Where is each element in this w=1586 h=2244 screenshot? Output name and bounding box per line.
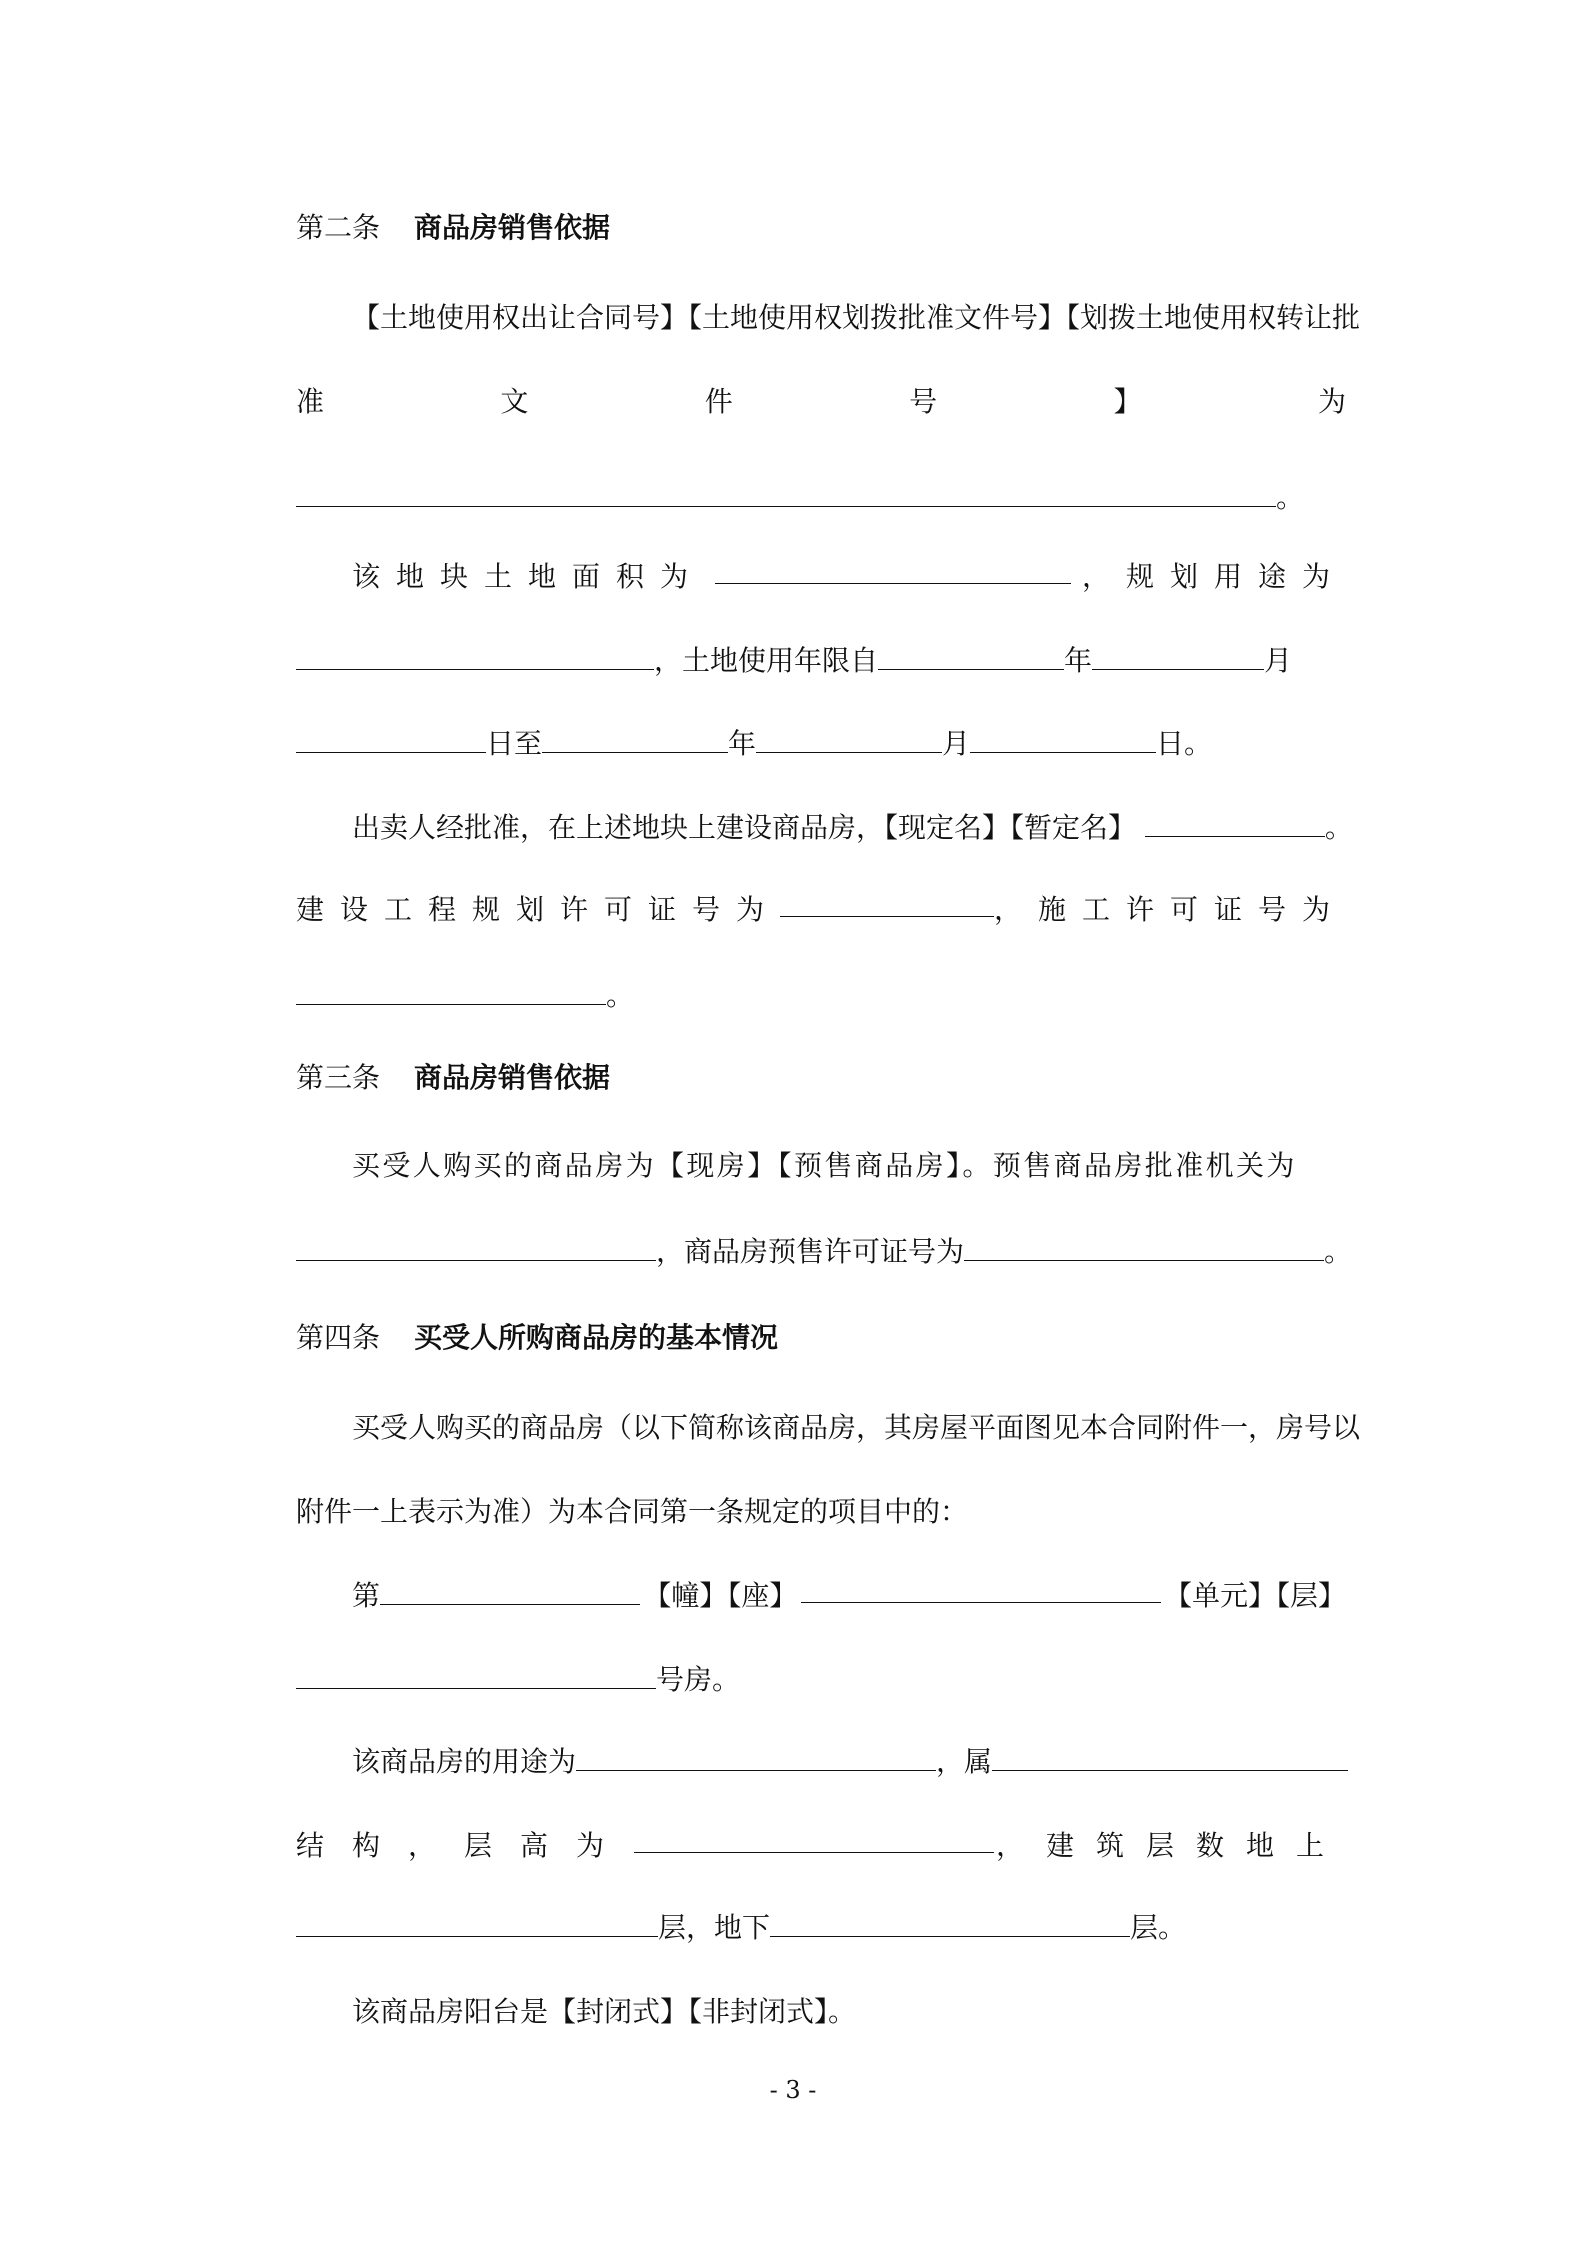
article-3-title: 商品房销售依据 — [414, 1061, 611, 1094]
article-4-title: 买受人所购商品房的基本情况 — [414, 1321, 779, 1354]
land-area-blank[interactable] — [715, 557, 1071, 584]
article-2-number: 第二条 — [296, 211, 381, 244]
article-2-heading — [296, 208, 1346, 248]
article-4-para6: 该商品房阳台是【封闭式】【非封闭式】。 — [352, 1995, 857, 2028]
article-4-para1-line2: 附件一上表示为准）为本合同第一条规定的项目中的： — [296, 1495, 969, 1528]
end-month-blank[interactable] — [756, 726, 942, 753]
planning-permit-blank[interactable] — [780, 890, 994, 917]
article-4-number: 第四条 — [296, 1321, 381, 1354]
end-day-blank[interactable] — [970, 726, 1156, 753]
article-2-para1-line2: 准 文 件 号 】 为 — [296, 385, 1346, 418]
article-4-para2-line2: 号房。 — [296, 1660, 1346, 1700]
approval-authority-blank[interactable] — [296, 1234, 656, 1261]
room-number-blank[interactable] — [296, 1662, 656, 1689]
article-2-para2-line2: ，土地使用年限自 年 月 — [296, 641, 1346, 681]
start-year-blank[interactable] — [878, 643, 1064, 670]
article-2-para3: 出卖人经批准，在上述地块上建设商品房，【现定名】【暂定名】 。 — [352, 811, 1353, 844]
start-day-blank[interactable] — [296, 726, 486, 753]
article-2-para4-line1: 建设工程规划许可证号为 ，施工许可证号为 — [296, 890, 1346, 930]
article-3-number: 第三条 — [296, 1061, 381, 1094]
article-3-heading — [296, 1058, 1346, 1098]
article-4-para3: 该商品房的用途为 ，属 — [352, 1742, 1346, 1782]
article-3-para1: 买受人购买的商品房为【现房】【预售商品房】。预售商品房批准机关为 — [352, 1149, 1297, 1182]
article-4-heading — [296, 1318, 1346, 1358]
article-2-para1-line1: 【土地使用权出让合同号】【土地使用权划拨批准文件号】【划拨土地使用权转让批 — [352, 301, 1361, 334]
unit-number-blank[interactable] — [801, 1576, 1161, 1603]
article-4-para1-line1: 买受人购买的商品房（以下简称该商品房，其房屋平面图见本合同附件一，房号以 — [352, 1411, 1361, 1444]
usage-blank[interactable] — [576, 1744, 936, 1771]
project-name-blank[interactable] — [1145, 810, 1325, 837]
floor-height-blank[interactable] — [634, 1826, 994, 1853]
start-month-blank[interactable] — [1092, 643, 1264, 670]
article-3-para2: ，商品房预售许可证号为 。 — [296, 1232, 1346, 1272]
contract-number-blank[interactable] — [296, 480, 1276, 507]
article-2-contract-number-line: 。 — [296, 478, 1346, 518]
article-2-para2-line1: 该地块土地面积为 ，规划用途为 — [352, 557, 1346, 597]
structure-blank[interactable] — [992, 1744, 1348, 1771]
presale-permit-blank[interactable] — [964, 1234, 1324, 1261]
page-number: - 3 - — [769, 2076, 817, 2104]
article-2-para4-line2: 。 — [296, 976, 1346, 1016]
article-4-para2-line1: 第 【幢】【座】 【单元】【层】 — [352, 1576, 1346, 1616]
floors-below-blank[interactable] — [770, 1910, 1130, 1937]
article-2-para2-line3: 日至 年 月 日。 — [296, 724, 1346, 764]
end-year-blank[interactable] — [542, 726, 728, 753]
article-2-title: 商品房销售依据 — [414, 211, 611, 244]
land-use-blank[interactable] — [296, 643, 654, 670]
article-4-para4: 结构，层高为 ，建筑层数地上 — [296, 1826, 1346, 1866]
building-number-blank[interactable] — [380, 1578, 640, 1605]
floors-above-blank[interactable] — [296, 1910, 658, 1937]
article-4-para5: 层，地下 层。 — [296, 1908, 1346, 1948]
construction-permit-blank[interactable] — [296, 978, 606, 1005]
